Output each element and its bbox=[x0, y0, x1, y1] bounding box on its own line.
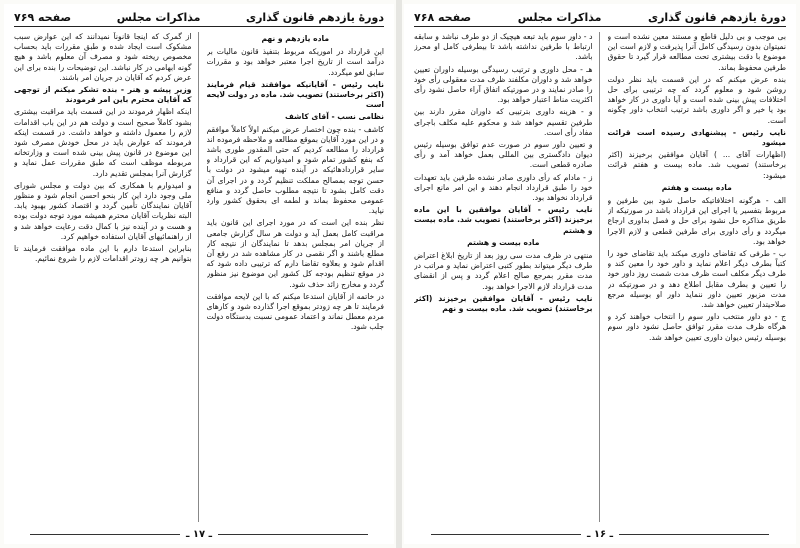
paragraph: و امیدوارم با همکاری که بین دولت و مجلس شورای ملی وجود دارد این کار بنحو احسن انجام شود و منظور آقایان نمایندگان تأمین گردد و اقتصاد کشور بهبود یابد. البته نظریات آقایان محترم همیشه مورد توجه دولت بوده و هست و در آینده نیز با کمال دقت رعایت خواهد شد و از راهنمائیهای آقایان استفاده خواهیم کرد. bbox=[14, 180, 192, 241]
left-page-header bbox=[14, 8, 384, 27]
right-page-left-column bbox=[414, 32, 600, 522]
left-header-page-number: صفحه ۷۶۹ bbox=[14, 10, 72, 24]
paragraph: و - هزینه داوری بترتیبی که داوران مقرر دارند بین طرفین تقسیم خواهد شد و محکوم علیه مکلف باجرای مفاد رأی است. bbox=[414, 107, 593, 137]
right-page-right-column bbox=[608, 32, 787, 522]
speaker-line: وزیر پیشه و هنر - بنده تشکر میکنم از توجهی که آقایان محترم باین امر فرمودند bbox=[14, 85, 192, 105]
speaker-line: نایب رئیس - آقایانیکه موافقند قیام فرمایند (اکثر برخاستند) تصویب شد. ماده در دولت لایحه است bbox=[206, 79, 384, 110]
left-page-right-column bbox=[207, 32, 385, 522]
paragraph: (اظهارات آقای ... ) آقایان موافقین برخیزند (اکثر برخاستند) تصویب شد. ماده بیست و هفتم قرائت میشود: bbox=[607, 150, 786, 180]
paragraph: هـ - محل داوری و ترتیب رسیدگی بوسیله داوران تعیین خواهد شد و داوران مکلفند ظرف مدت معقولی رأی خود را صادر نمایند و در صورتیکه اتفاق آراء حاصل نشود رأی اکثریت مناط اعتبار خواهد بود. bbox=[414, 64, 593, 105]
section-heading: ماده یازدهم و نهم bbox=[261, 34, 330, 43]
left-page-left-column bbox=[14, 32, 199, 522]
paragraph: کاشف - بنده چون اختصار عرض میکنم اولاً کاملاً موافقم و در این مورد آقایان بموقع مطالعه و ملاحظه فرموده اند قرارداد را مطالعه کردیم که حتی المقدور طوری باشد که بنفع کشور تمام شود و امیدواریم که این قرارداد و سایر قراردادهائیکه در آینده تهیه میشود در دولت با حسن توجه بمصالح مملکت تنظیم گردد و در اجرای آن دقت کامل بشود تا نتیجه مطلوب حاصل گردد و منافع عمومی محفوظ بماند و لطمه ای بحقوق کشور وارد نیاید. bbox=[206, 124, 384, 216]
right-header-title: مذاکرات مجلس bbox=[517, 10, 602, 24]
section-heading: ماده بیست و هفتم bbox=[661, 182, 732, 192]
left-header-series: دورهٔ یازدهم قانون گذاری bbox=[246, 10, 384, 24]
right-page bbox=[404, 4, 796, 544]
right-page-footer-number: ـ ۱۶ ـ bbox=[404, 529, 796, 540]
paragraph: بنده عرض میکنم که در این قسمت باید نظر دولت روشن شود و معلوم گردد که چه ترتیبی برای حل اختلافات پیش بینی شده است و آیا داوری در کار خواهد بود یا خیر و اگر داوری باشد ترتیب انتخاب داور چگونه است. bbox=[607, 74, 786, 125]
paragraph: ز - مادام که رأی داوری صادر نشده طرفین باید تعهدات خود را طبق قرارداد انجام دهند و این امر مانع اجرای قرارداد نخواهد بود. bbox=[414, 172, 593, 203]
speaker-line: نایب رئیس - آقایان موافقین برخیزند (اکثر برخاستند) تصویب شد. ماده بیست و نهم bbox=[414, 293, 593, 314]
right-header-page-number: صفحه ۷۶۸ bbox=[414, 10, 472, 24]
paragraph: این قرارداد در اموریکه مربوط بتنفیذ قانون مالیات بر درآمد است از تاریخ اجرا معتبر خواهد بود و مقررات سابق لغو میگردد. bbox=[206, 47, 384, 77]
left-page-columns bbox=[14, 32, 384, 522]
speaker-line: نایب رئیس - پیشنهادی رسیده است قرائت میشود bbox=[607, 127, 786, 148]
paragraph: ب - طرفی که تقاضای داوری میکند باید تقاضای خود را کتباً بطرف دیگر اعلام نماید و داور خود را معین کند و طرف دیگر مکلف است ظرف مدت شصت روز داور خود را تعیین و بطرف مقابل اطلاع دهد و در صورتیکه در مدت مزبور تعیین داور ننماید داور او بوسیله مرجع صلاحیتدار تعیین خواهد شد. bbox=[607, 249, 786, 310]
paragraph: د - داور سوم باید تبعه هیچیک از دو طرف نباشد و سابقه ارتباط با طرفین نداشته باشد تا بیطرفی کامل او محرز باشد. bbox=[414, 32, 593, 62]
paragraph: ج - دو داور منتخب داور سوم را انتخاب خواهند کرد و هرگاه ظرف مدت مقرر توافق حاصل نشود داور سوم بوسیله رئیس دیوان داوری تعیین خواهد شد. bbox=[607, 312, 786, 342]
book-gutter bbox=[396, 0, 402, 548]
paragraph: بی موجب و بی دلیل قاطع و مستند معین نشده است و نمیتوان بدون رسیدگی کامل آنرا پذیرفت و لازم است این موضوع با دقت بیشتری تحت مطالعه قرار گیرد تا حقوق طرفین محفوظ بماند. bbox=[607, 32, 786, 72]
paragraph: بنابراین استدعا دارم با این ماده موافقت فرمایند تا بتوانیم هر چه زودتر اقدامات لازم را شروع نمائیم. bbox=[14, 244, 192, 264]
paragraph: الف - هرگونه اختلافاتیکه حاصل شود بین طرفین و مربوط بتفسیر یا اجرای این قرارداد باشد در صورتیکه از طریق مذاکره حل نشود برای حل و فصل بداوری ارجاع میگردد و رأی داوری برای طرفین قطعی و لازم الاجرا خواهد بود. bbox=[607, 196, 786, 246]
speaker-line: نظامی نسب - آقای کاشف bbox=[285, 112, 384, 122]
paragraph: و تعیین داور سوم در صورت عدم توافق بوسیله رئیس دیوان دادگستری بین المللی بعمل خواهد آمد و رأی صادره قطعی است. bbox=[414, 140, 593, 170]
left-page bbox=[4, 4, 394, 544]
paragraph: در خاتمه از آقایان استدعا میکنم که با این لایحه موافقت فرمایند تا هر چه زودتر بموقع اجرا گذارده شود و کارهای مردم معطل نماند و اعتماد عمومی نسبت بدستگاه دولت جلب شود. bbox=[206, 291, 384, 332]
paragraph: اینکه اظهار فرمودند در این قسمت باید مراقبت بیشتری بشود کاملاً صحیح است و دولت هم در این باب اقدامات لازم را معمول داشته و خواهد داشت. در قسمت اینکه فرمودند که عوارض باید در محل خودش مصرف شود این موضوع در قانون پیش بینی شده است و وزارتخانه مربوطه موظف است که طبق مقررات عمل نماید و گزارش آنرا بمجلس تقدیم دارد. bbox=[14, 107, 192, 178]
paragraph: نظر بنده این است که در مورد اجرای این قانون باید مراقبت کامل بعمل آید و دولت هر سال گزارش جامعی از جریان امر بمجلس بدهد تا نمایندگان از نتیجه کار مطلع باشند و اگر نقصی در کار مشاهده شد در رفع آن اقدام شود و بعلاوه تقاضا دارم که ترتیبی داده شود که در موقع تنظیم بودجه کل کشور این موضوع نیز منظور گردد و مخارج زائد حذف شود. bbox=[206, 218, 384, 289]
right-page-header bbox=[414, 8, 786, 27]
section-heading: ماده بیست و هشتم bbox=[467, 237, 540, 247]
left-page-footer-number: ـ ۱۷ ـ bbox=[4, 529, 394, 540]
paragraph: منتهی در ظرف مدت سی روز بعد از تاریخ ابلاغ اعتراض طرف دیگر میتواند بطور کتبی اعتراض نماید و مراتب در مدت مقرر بمرجع صالح اعلام گردد و پس از انقضای مدت قرارداد لازم الاجرا خواهد بود. bbox=[414, 251, 593, 291]
left-header-title: مذاکرات مجلس bbox=[116, 10, 201, 24]
right-header-series: دورهٔ یازدهم قانون گذاری bbox=[648, 10, 786, 24]
right-page-columns bbox=[414, 32, 786, 522]
speaker-line: نایب رئیس - آقایان موافقین با این ماده برخیزند (اکثر برخاستند) تصویب شد. ماده بیست و هشتم bbox=[414, 205, 593, 235]
paragraph: از گمرک که اینجا قانوناً نمیدانند که این عوارض سبب مشکوک است ایجاد شده و طبق مقررات باید بحساب مخصوص ریخته شود و مصرف آن معلوم باشد و هیچ گونه ابهامی در کار نباشد. این توضیحات را بنده برای این عرض کردم که آقایان در جریان امر باشند. bbox=[14, 32, 192, 82]
